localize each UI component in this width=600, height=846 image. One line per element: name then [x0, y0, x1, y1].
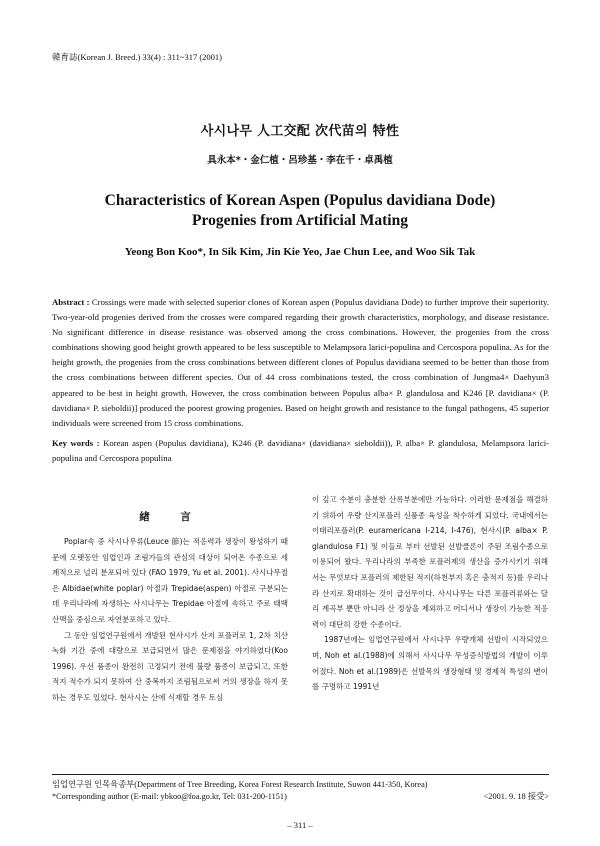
- abstract-text: Crossings were made with selected superior clones of Korean aspen (Populus davidiana Dode) to further improve their superiority. Two-year-old progenies derived from the crosses were compared regarding their growth characteristics, morphology, and disease resistance. No significant difference in disease resistance was observed among the cross combinations. However, the progenies from the cross combinations showing good height growth appeared to be less susceptible to Melampsora larici-populina and Cercospora populina. As for the height growth, the progenies from the cross combinations between different clones of Populus davidiana seemed to be better than those from the cross combinations between different species. Out of 44 cross combinations tested, the cross combination of Jungma4× Daehyun3 appeared to be best in height growth. However, the cross combination between Populus alba× P. glandulosa and K246 [P. davidiana× (P. davidiana× P. sieboldii)] produced the poorest growing progenies. Based on height growth and resistance to the fungal pathogens, 45 superior individuals were screened from 15 cross combinations.: [52, 297, 549, 428]
- english-authors: Yeong Bon Koo*, In Sik Kim, Jin Kie Yeo, Jae Chun Lee, and Woo Sik Tak: [124, 246, 476, 258]
- corresponding-author: *Corresponding author (E-mail: ybkoo@foa.go.kr, Tel: 031-200-1151): [52, 792, 287, 801]
- body-paragraph: Poplar속 중 사시나무류(Leuce 節)는 적응력과 생장이 왕성하기 때문에 오랫동안 임업인과 조림가들의 관심의 대상이 되어온 수종으로 세계적으로 널리 분포되어 있다 (FAO 1979, Yu et al. 2001). 사시나무절은 Albidae(white poplar) 아절과 Trepidae(aspen) 아절로 구분되는데 우리나라에 자생하는 사시나무는 Trepidae 아절에 속하고 주로 태백산맥을 중심으로 자연분포하고 있다.: [52, 537, 288, 624]
- abstract-label: Abstract :: [52, 297, 90, 307]
- received-date: <2001. 9. 18 接受>: [483, 792, 549, 801]
- footnote-affiliation: 임업연구원 인목육종부(Department of Tree Breeding, Korea Forest Research Institute, Suwon 441-350, Korea): [52, 780, 428, 789]
- footnote-divider: [52, 774, 549, 775]
- keywords: [52, 436, 549, 466]
- keywords-text: Korean aspen (Populus davidiana), K246 (P. davidiana× (davidiana× sieboldii)), P. alba× P. glandulosa, Melampsora larici-populina and Cercospora populina: [52, 438, 550, 463]
- body-left-column: [52, 492, 288, 706]
- keywords-label: Key words :: [52, 438, 100, 448]
- abstract: [52, 295, 549, 431]
- english-title-line1: Characteristics of Korean Aspen (Populus davidiana Dode): [104, 192, 496, 209]
- english-title-line2: Progenies from Artificial Mating: [192, 212, 408, 229]
- english-title: [60, 191, 540, 231]
- korean-title: 사시나무 人工交配 次代苗의 特性: [200, 124, 400, 139]
- body-paragraph: 그 동안 임업연구원에서 개발된 현사시가 산지 포플러로 1, 2차 치산녹화 기간 중에 대량으로 보급되면서 많은 문제점을 야기하였다(Koo 1996). 우선 품종이 완전히 고정되기 전에 불량 품종이 보급되고, 또한 적지 적수가 되지 못하여 산 중복까지 조림됨으로써 거의 생장을 하지 못하는 경우도 있었다. 현사시는 산에 식재할 경우 토심: [52, 630, 288, 702]
- section-heading-introduction: 緖 言: [139, 511, 201, 523]
- body-paragraph: 1987년에는 임업연구원에서 사시나무 우량개체 선발이 시작되었으며, Noh et al.(1988)에 의해서 사시나무 무성증식방법의 개발이 이루어졌다. Noh et al.(1989)은 선발목의 생장형태 및 경제적 특성의 변이를 구명하고 1991년: [312, 635, 548, 692]
- footnote-corresponding: [52, 791, 549, 803]
- body-paragraph: 이 깊고 수분이 충분한 산록부분에만 가능하다. 이러한 문제점을 해결하기 위하여 우량 산지포플러 신품종 육성을 착수하게 되었다. 국내에서는 이태리포플러(P. euramericana I-214, I-476), 현사시(P. alba× P. glandulosa F1) 및 이들로 부터 선발된 선발클론이 주된 조림수종으로 이용되어 왔다. 우리나라의 부족한 포플러제의 생산을 증가시키기 위해서는 무엇보다 포플러의 제한된 적지(하천부지 혹은 충적지 등)를 우리나라 산지로 확대하는 것이 급선무이다. 사시나무는 다른 포플러류와는 달리 계곡부 뿐만 아니라 산 정상을 제외하고 어디서나 생장이 가능한 적응력이 대단히 강한 수종이다.: [312, 495, 548, 629]
- korean-authors: 具永本*・金仁植・呂珍基・李在千・卓禹植: [207, 155, 393, 166]
- page-number: – 311 –: [287, 820, 313, 830]
- body-right-column: [312, 492, 548, 695]
- journal-reference: 韓育誌(Korean J. Breed.) 33(4) : 311~317 (2001): [52, 52, 222, 62]
